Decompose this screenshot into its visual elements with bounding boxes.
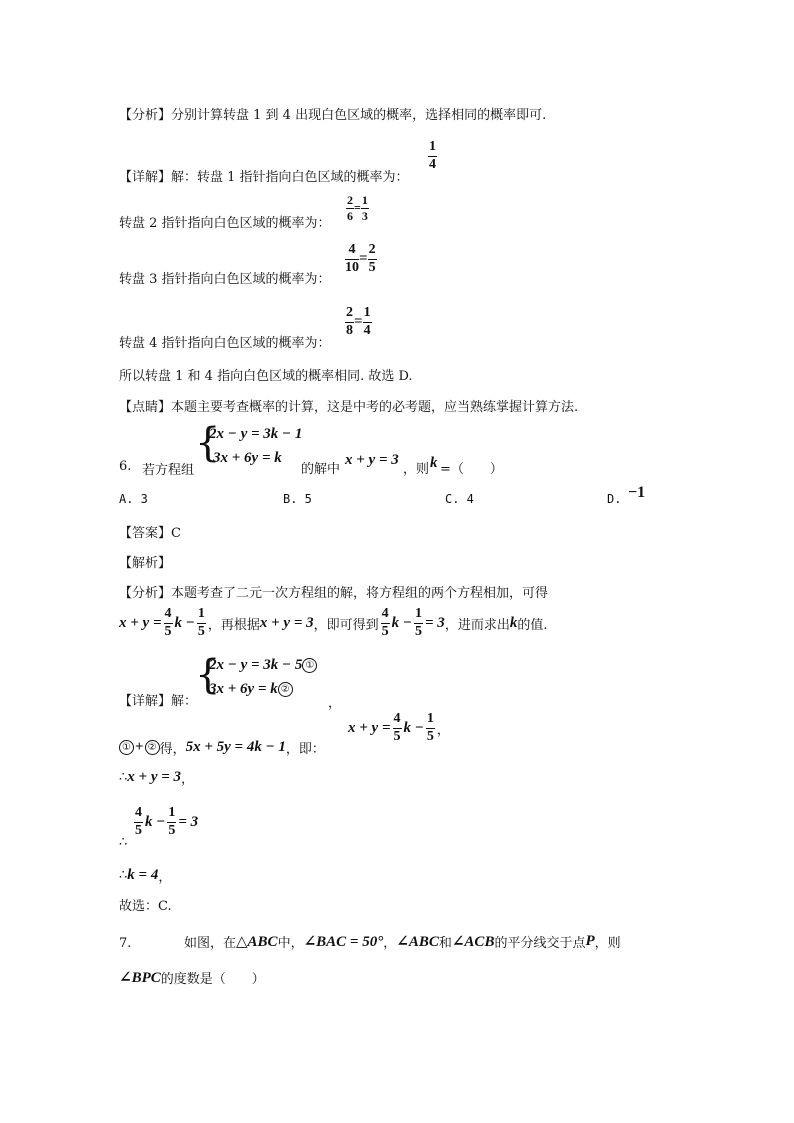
q6-stem-d: =（ ） (440, 462, 503, 477)
q7-number: 7. (119, 936, 132, 951)
fraction-1-5d: $\frac{1}{5}$ (168, 805, 176, 838)
fraction-4-5c: $\frac{4}{5}$ (393, 711, 401, 744)
q7-line-2: ∠BPC 的度数是（ ） (119, 970, 265, 987)
fraction-4-10: $\frac{4}{10}$ (345, 242, 359, 275)
system-brace: { (195, 420, 221, 466)
eq-2-8-1-4: $\frac{2}{8}$ = $\frac{1}{4}$ (346, 305, 371, 338)
fraction-1-4: $\frac{1}{4}$ (429, 139, 436, 172)
fraction-4-5d: $\frac{4}{5}$ (135, 805, 142, 838)
analysis-line: 【分析】分别计算转盘 1 到 4 出现白色区域的概率，选择相同的概率即可. (119, 108, 547, 123)
fraction-1-4b: $\frac{1}{4}$ (363, 305, 371, 338)
option-c[interactable]: C. 4 (445, 492, 474, 506)
step-3-therefore: ∴ (119, 835, 128, 850)
q6-stem-a: 若方程组 (142, 463, 195, 478)
fraction-1-3: $\frac{1}{3}$ (361, 193, 368, 223)
parse-line: 【解析】 (119, 556, 172, 571)
detail-comma: ， (328, 696, 342, 711)
conclusion-line: 所以转盘 1 和 4 指向白色区域的概率相同. 故选 D. (119, 369, 413, 384)
q6-number: 6. (119, 459, 132, 474)
fraction-4-5: $\frac{4}{5}$ (164, 606, 172, 639)
fraction-2-8: $\frac{2}{8}$ (346, 305, 353, 338)
final-answer: 故选：C. (119, 899, 172, 914)
step-3-equation: $\frac{4}{5}$ k − $\frac{1}{5}$ = 3 (135, 805, 199, 838)
fraction-2-6: $\frac{2}{6}$ (347, 193, 353, 223)
eq-4-10-2-5: $\frac{4}{10}$ = $\frac{2}{5}$ (345, 242, 376, 275)
detail-line-4: 转盘 4 指针指向白色区域的概率为： (119, 336, 331, 351)
fraction-1-5b: $\frac{1}{5}$ (415, 606, 422, 639)
analysis-equation-line: x + y = $\frac{4}{5}$ k − $\frac{1}{5}$ ，再根据 x + y = 3 ，即可得到 $\frac{4}{5}$ k − $\frac{1}{5}$ = 3 ，进而求出 k 的值. (119, 606, 548, 639)
q6-stem-b: 的解中 (301, 462, 341, 477)
step-1-line: ① + ② 得， 5x + 5y = 4k − 1 ，即： (119, 738, 325, 757)
detail-label: 【详解】解： (119, 694, 198, 709)
q6-k: k (430, 455, 438, 471)
q6-analysis: 【分析】本题考查了二元一次方程组的解，将方程组的两个方程相加，可得 (119, 586, 549, 601)
detail-line-2: 转盘 2 指针指向白色区域的概率为： (119, 216, 331, 231)
detail-line-3: 转盘 3 指针指向白色区域的概率为： (119, 272, 331, 287)
option-a[interactable]: A. 3 (119, 492, 148, 506)
q6-stem-c: ，则 (403, 462, 430, 477)
detail-eq-1: 2x − y = 3k − 5 ① (209, 657, 317, 674)
comment-line: 【点睛】本题主要考查概率的计算，这是中考的必考题，应当熟练掌握计算方法. (119, 400, 579, 415)
eq-2-6-1-3: $\frac{2}{6}$ = $\frac{1}{3}$ (347, 193, 368, 223)
answer-line: 【答案】C (119, 526, 181, 541)
option-d-value: −1 (628, 484, 646, 501)
fraction-1-5c: $\frac{1}{5}$ (426, 711, 434, 744)
detail-system-brace: { (195, 652, 221, 698)
detail-eq-2: 3x + 6y = k ② (209, 681, 293, 698)
step-4-line: ∴ k = 4 ， (119, 867, 172, 885)
option-d[interactable]: D. (607, 492, 622, 506)
step-2-line: ∴ x + y = 3 ， (119, 769, 195, 787)
q7-line-1: 如图，在 △ABC 中， ∠BAC = 50° ， ∠ABC 和 ∠ACB 的平分线交于点 P ，则 (184, 933, 621, 951)
fraction-2-5: $\frac{2}{5}$ (368, 242, 376, 275)
fraction-4-5b: $\frac{4}{5}$ (381, 606, 389, 639)
detail-line-1: 【详解】解：转盘 1 指针指向白色区域的概率为： (119, 170, 409, 185)
system-eq-2: 3x + 6y = k (213, 450, 282, 466)
fraction-1-5: $\frac{1}{5}$ (197, 606, 205, 639)
option-b[interactable]: B. 5 (283, 492, 312, 506)
step-1-result: x + y = $\frac{4}{5}$ k − $\frac{1}{5}$ ， (348, 711, 450, 744)
q6-condition: x + y = 3 (345, 452, 399, 468)
system-eq-1: 2x − y = 3k − 1 (209, 426, 303, 442)
